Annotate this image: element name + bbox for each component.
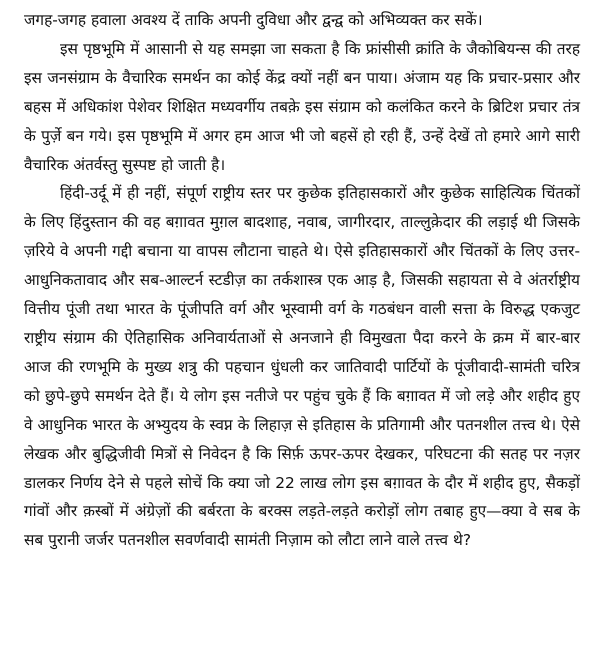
- paragraph-historians-critique: हिंदी-उर्दू में ही नहीं, संपूर्ण राष्ट्रीय स्तर पर कुछेक इतिहासकारों और कुछेक साहित्यिक चिंतकों के लिए हिंदुस्तान की वह बग़ावत मुग़ल बादशाह, नवाब, जागीरदार, ताल्लुक़ेदार की लड़ाई थी जिसके ज़रिये वे अपनी गद्दी बचाना या वापस लौटाना चाहते थे। ऐसे इतिहासकारों और चिंतकों के लिए उत्तर-आधुनिकतावाद और सब-आल्टर्न स्टडीज़ का तर्कशास्त्र एक आड़ है, जिसकी सहायता से वे अंतर्राष्ट्रीय वित्तीय पूंजी तथा भारत के पूंजीपति वर्ग और भूस्वामी वर्ग के गठबंधन वाली सत्ता के विरुद्ध एकजुट राष्ट्रीय संग्राम की ऐतिहासिक अनिवार्यताओं से अनजाने ही विमुखता पैदा करने के क्रम में बार-बार आज की रणभूमि के मुख्य शत्रु की पहचान धुंधली कर जातिवादी पार्टियों के पूंजीवादी-सामंती चरित्र को छुपे-छुपे समर्थन देते हैं। ये लोग इस नतीजे पर पहुंच चुके हैं कि बग़ावत में जो लड़े और शहीद हुए वे आधुनिक भारत के अभ्युदय के स्वप्न के लिहाज़ से इतिहास के प्रतिगामी और पतनशील तत्त्व थे। ऐसे लेखक और बुद्धिजीवी मित्रों से निवेदन है कि सिर्फ़ ऊपर-ऊपर देखकर, परिघटना की सतह पर नज़र डालकर निर्णय देने से पहले सोचें कि क्या जो 22 लाख लोग इस बग़ावत के दौर में शहीद हुए, सैकड़ों गांवों और क़स्बों में अंग्रेज़ों की बर्बरता के बरक्स लड़ते-लड़ते करोड़ों लोग तबाह हुए—क्या वे सब के सब पुरानी जर्जर पतनशील सवर्णवादी सामंती निज़ाम को लौटा लाने वाले तत्त्व थे?: [24, 184, 580, 550]
- paragraph-continuation: जगह-जगह हवाला अवश्य दें ताकि अपनी दुविधा और द्वन्द्व को अभिव्यक्त कर सकें।: [24, 11, 483, 29]
- paragraph-french-revolution-comparison: इस पृष्ठभूमि में आसानी से यह समझा जा सकता है कि फ्रांसीसी क्रांति के जैकोबियन्स की तरह इस जनसंग्राम के वैचारिक समर्थन का कोई केंद्र क्यों नहीं बन पाया। अंजाम यह कि प्रचार-प्रसार और बहस में अधिकांश पेशेवर शिक्षित मध्यवर्गीय तबक़े इस संग्राम को कलंकित करने के ब्रिटिश प्रचार तंत्र के पुर्ज़े बन गये। इस पृष्ठभूमि में अगर हम आज भी जो बहसें हो रही हैं, उन्हें देखें तो हमारे आगे सारी वैचारिक अंतर्वस्तु सुस्पष्ट हो जाती है।: [24, 39, 580, 174]
- document-page: [24, 6, 580, 555]
